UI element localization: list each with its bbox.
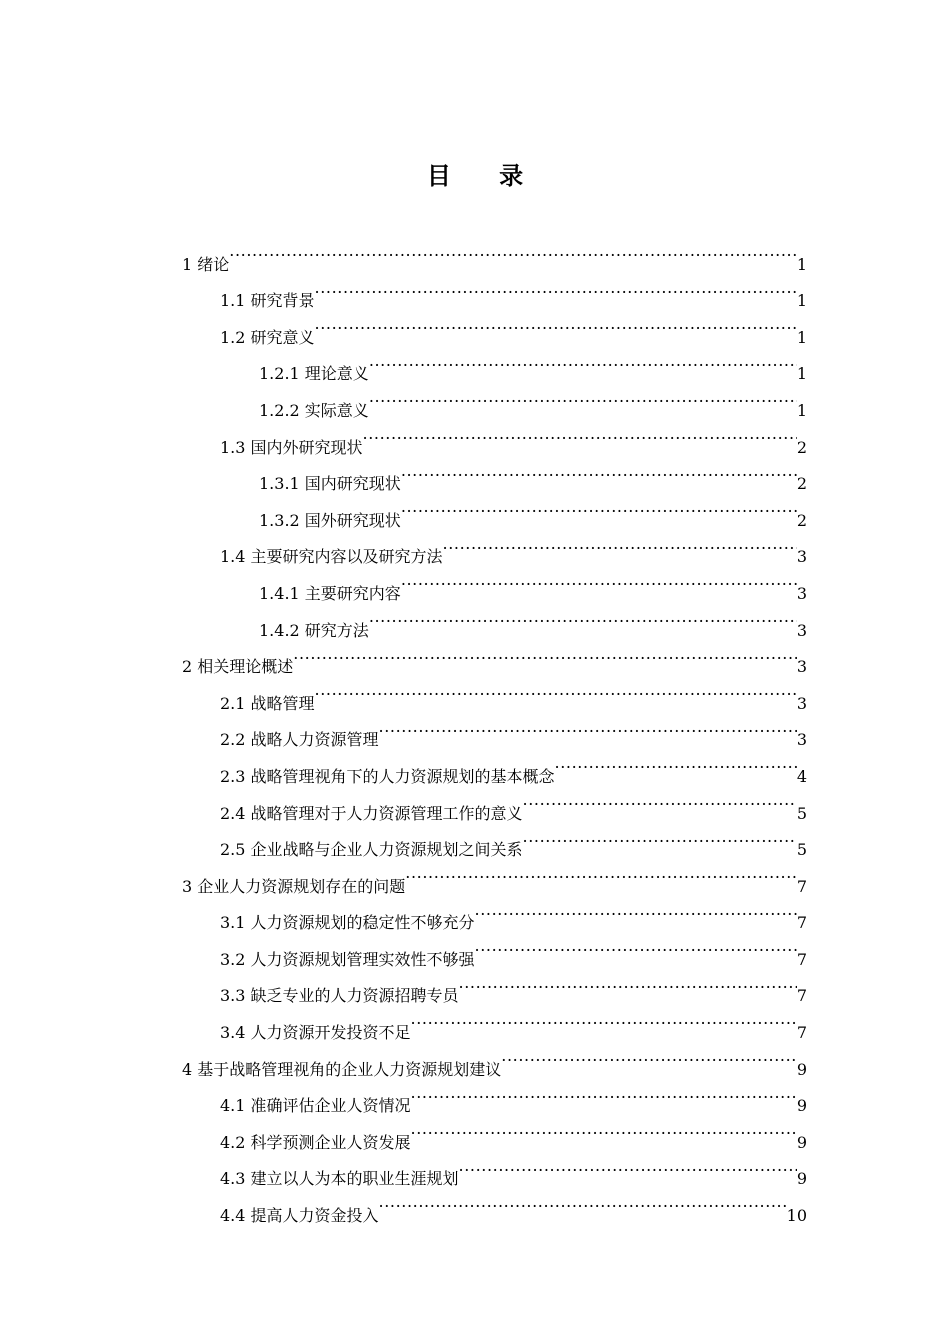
toc-page-number: 3 — [796, 730, 807, 750]
toc-page-number: 2 — [796, 510, 807, 530]
toc-list — [182, 233, 807, 1226]
toc-entry-text: 3.3 缺乏专业的人力资源招聘专员 — [220, 986, 459, 1006]
toc-dot-leader — [315, 270, 797, 307]
toc-page-number: 5 — [796, 840, 807, 860]
toc-dot-leader — [411, 1075, 797, 1112]
toc-page-number: 9 — [796, 1169, 807, 1189]
toc-dot-leader — [475, 928, 797, 965]
toc-page-number: 2 — [796, 474, 807, 494]
toc-entry-text: 3.1 人力资源规划的稳定性不够充分 — [220, 913, 475, 933]
toc-page-number: 1 — [796, 254, 807, 274]
toc-dot-leader — [523, 819, 797, 856]
toc-entry-text: 4.4 提高人力资金投入 — [220, 1206, 379, 1226]
toc-page-number: 3 — [796, 657, 807, 677]
toc-dot-leader — [411, 1001, 797, 1038]
toc-page-number: 2 — [796, 437, 807, 457]
toc-dot-leader — [459, 965, 797, 1002]
toc-dot-leader — [405, 855, 797, 892]
toc-entry-text: 2 相关理论概述 — [182, 657, 294, 677]
toc-dot-leader — [459, 1148, 797, 1185]
toc-dot-leader — [369, 343, 797, 380]
toc-dot-leader — [555, 745, 797, 782]
toc-entry-text: 1.2 研究意义 — [220, 327, 315, 347]
toc-entry-text: 3 企业人力资源规划存在的问题 — [182, 876, 406, 896]
toc-page-number: 9 — [796, 1096, 807, 1116]
toc-dot-leader — [379, 709, 797, 746]
toc-page-number: 1 — [796, 364, 807, 384]
toc-entry-text: 1.3.1 国内研究现状 — [259, 474, 401, 494]
toc-entry-text: 4.1 准确评估企业人资情况 — [220, 1096, 411, 1116]
toc-entry-text: 3.2 人力资源规划管理实效性不够强 — [220, 949, 475, 969]
toc-page-number: 9 — [796, 1059, 807, 1079]
toc-page-number: 7 — [796, 949, 807, 969]
toc-title: 目 录 — [426, 161, 544, 190]
toc-page-number: 1 — [796, 327, 807, 347]
toc-dot-leader — [369, 599, 797, 636]
toc-entry-text: 2.4 战略管理对于人力资源管理工作的意义 — [220, 803, 523, 823]
toc-entry-text: 1.4.1 主要研究内容 — [259, 583, 401, 603]
toc-entry-text: 4.3 建立以人为本的职业生涯规划 — [220, 1169, 459, 1189]
toc-page-number: 3 — [796, 583, 807, 603]
toc-page-number: 5 — [796, 803, 807, 823]
toc-dot-leader — [401, 489, 797, 526]
toc-entry[interactable] — [182, 233, 807, 274]
toc-dot-leader — [229, 233, 797, 270]
toc-page-number: 7 — [796, 913, 807, 933]
toc-page-number: 7 — [796, 1023, 807, 1043]
toc-entry-text: 1.4.2 研究方法 — [259, 620, 369, 640]
toc-entry-text: 1.4 主要研究内容以及研究方法 — [220, 547, 443, 567]
toc-entry-text: 1.3 国内外研究现状 — [220, 437, 363, 457]
toc-entry-text: 2.3 战略管理视角下的人力资源规划的基本概念 — [220, 766, 555, 786]
toc-entry-text: 4 基于战略管理视角的企业人力资源规划建议 — [182, 1059, 502, 1079]
toc-dot-leader — [293, 636, 797, 673]
toc-page-number: 9 — [796, 1132, 807, 1152]
toc-page-number: 7 — [796, 876, 807, 896]
toc-dot-leader — [401, 562, 797, 599]
toc-entry-text: 1.1 研究背景 — [220, 291, 315, 311]
toc-dot-leader — [475, 892, 797, 929]
toc-entry-text: 1 绪论 — [182, 254, 230, 274]
toc-dot-leader — [315, 306, 797, 343]
toc-dot-leader — [523, 782, 797, 819]
toc-page-number: 4 — [796, 766, 807, 786]
toc-page-number: 1 — [796, 400, 807, 420]
toc-dot-leader — [379, 1184, 787, 1221]
toc-dot-leader — [443, 526, 797, 563]
toc-entry-text: 2.2 战略人力资源管理 — [220, 730, 379, 750]
toc-entry-text: 2.5 企业战略与企业人力资源规划之间关系 — [220, 840, 523, 860]
toc-page-number: 3 — [796, 547, 807, 567]
toc-entry[interactable] — [182, 270, 807, 311]
toc-page-number: 7 — [796, 986, 807, 1006]
toc-page-number: 3 — [796, 693, 807, 713]
toc-dot-leader — [411, 1111, 797, 1148]
toc-dot-leader — [363, 416, 797, 453]
toc-page-number: 1 — [796, 291, 807, 311]
toc-entry-text: 1.2.2 实际意义 — [259, 400, 369, 420]
toc-entry-text: 3.4 人力资源开发投资不足 — [220, 1023, 411, 1043]
toc-page-number: 3 — [796, 620, 807, 640]
toc-entry-text: 1.3.2 国外研究现状 — [259, 510, 401, 530]
toc-page-number: 10 — [786, 1206, 807, 1226]
toc-entry-text: 1.2.1 理论意义 — [259, 364, 369, 384]
toc-dot-leader — [401, 453, 797, 490]
toc-dot-leader — [315, 672, 797, 709]
toc-entry-text: 2.1 战略管理 — [220, 693, 315, 713]
toc-dot-leader — [501, 1038, 797, 1075]
toc-entry-text: 4.2 科学预测企业人资发展 — [220, 1132, 411, 1152]
toc-dot-leader — [369, 379, 797, 416]
